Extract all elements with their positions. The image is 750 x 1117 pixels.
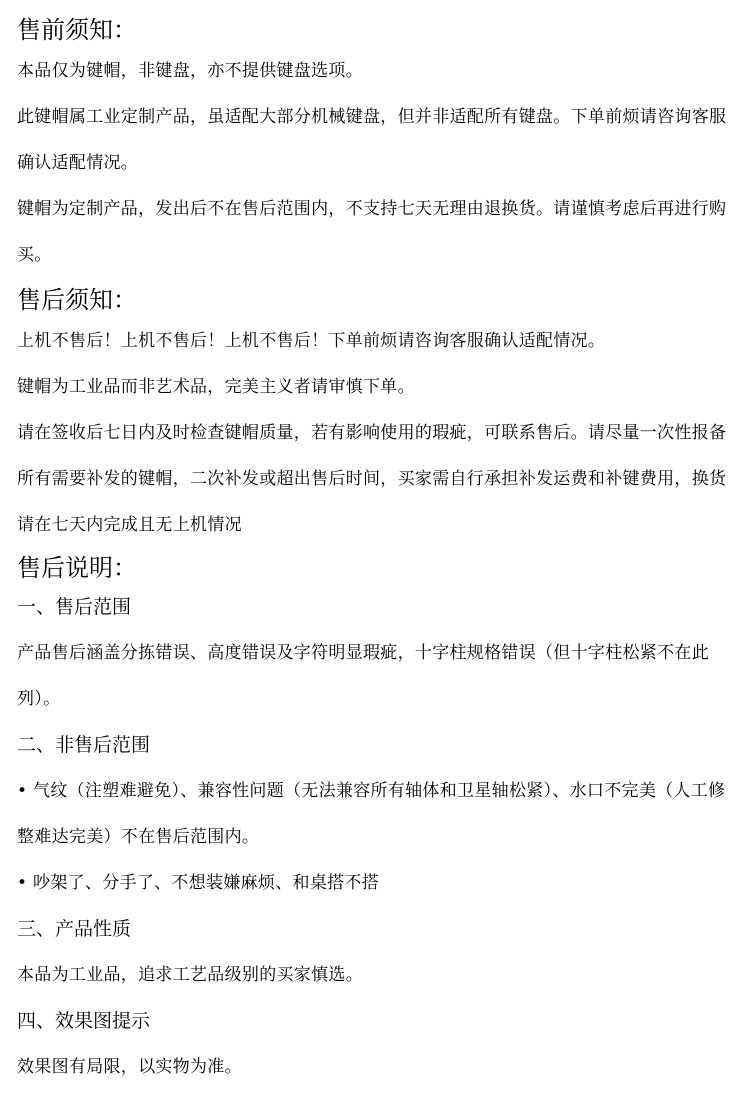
section-text-scope: 产品售后涵盖分拣错误、高度错误及字符明显瑕疵，十字柱规格错误（但十字柱松紧不在此列）。 [17, 643, 709, 709]
section-title-scope: 一、售后范围 [17, 596, 132, 618]
section-title-nature: 三、产品性质 [17, 918, 132, 940]
presale-body [17, 48, 733, 278]
aftersale-line-2: 键帽为工业品而非艺术品，完美主义者请审慎下单。 [17, 377, 415, 397]
presale-line-2: 此键帽属工业定制产品，虽适配大部分机械键盘，但并非适配所有键盘。下单前烦请咨询客服确认适配情况。 [17, 107, 727, 173]
section-title-non-scope: 二、非售后范围 [17, 734, 151, 756]
explain-body [17, 584, 733, 1090]
presale-heading: 售前须知： [17, 16, 137, 44]
section-title-render: 四、效果图提示 [17, 1010, 151, 1032]
section-text-nature: 本品为工业品，追求工艺品级别的买家慎选。 [17, 965, 363, 985]
presale-line-3: 键帽为定制产品，发出后不在售后范围内，不支持七天无理由退换货。请谨慎考虑后再进行购买。 [17, 199, 727, 265]
section-text-non-scope-2: • 吵架了、分手了、不想装嫌麻烦、和桌搭不搭 [17, 873, 380, 893]
aftersale-line-3: 请在签收后七日内及时检查键帽质量，若有影响使用的瑕疵，可联系售后。请尽量一次性报备所有需要补发的键帽，二次补发或超出售后时间，买家需自行承担补发运费和补键费用，换货请在七天内完成且无上机情况 [17, 423, 727, 535]
policy-document [17, 14, 733, 1090]
explain-heading: 售后说明： [17, 554, 137, 582]
aftersale-line-1: 上机不售后！上机不售后！上机不售后！下单前烦请咨询客服确认适配情况。 [17, 331, 606, 351]
aftersale-body [17, 318, 733, 548]
presale-line-1: 本品仅为键帽，非键盘，亦不提供键盘选项。 [17, 61, 363, 81]
section-text-non-scope-1: • 气纹（注塑难避免）、兼容性问题（无法兼容所有轴体和卫星轴松紧）、水口不完美（人工修整难达完美）不在售后范围内。 [17, 781, 726, 847]
aftersale-heading: 售后须知： [17, 286, 137, 314]
section-text-render: 效果图有局限，以实物为准。 [17, 1057, 242, 1077]
